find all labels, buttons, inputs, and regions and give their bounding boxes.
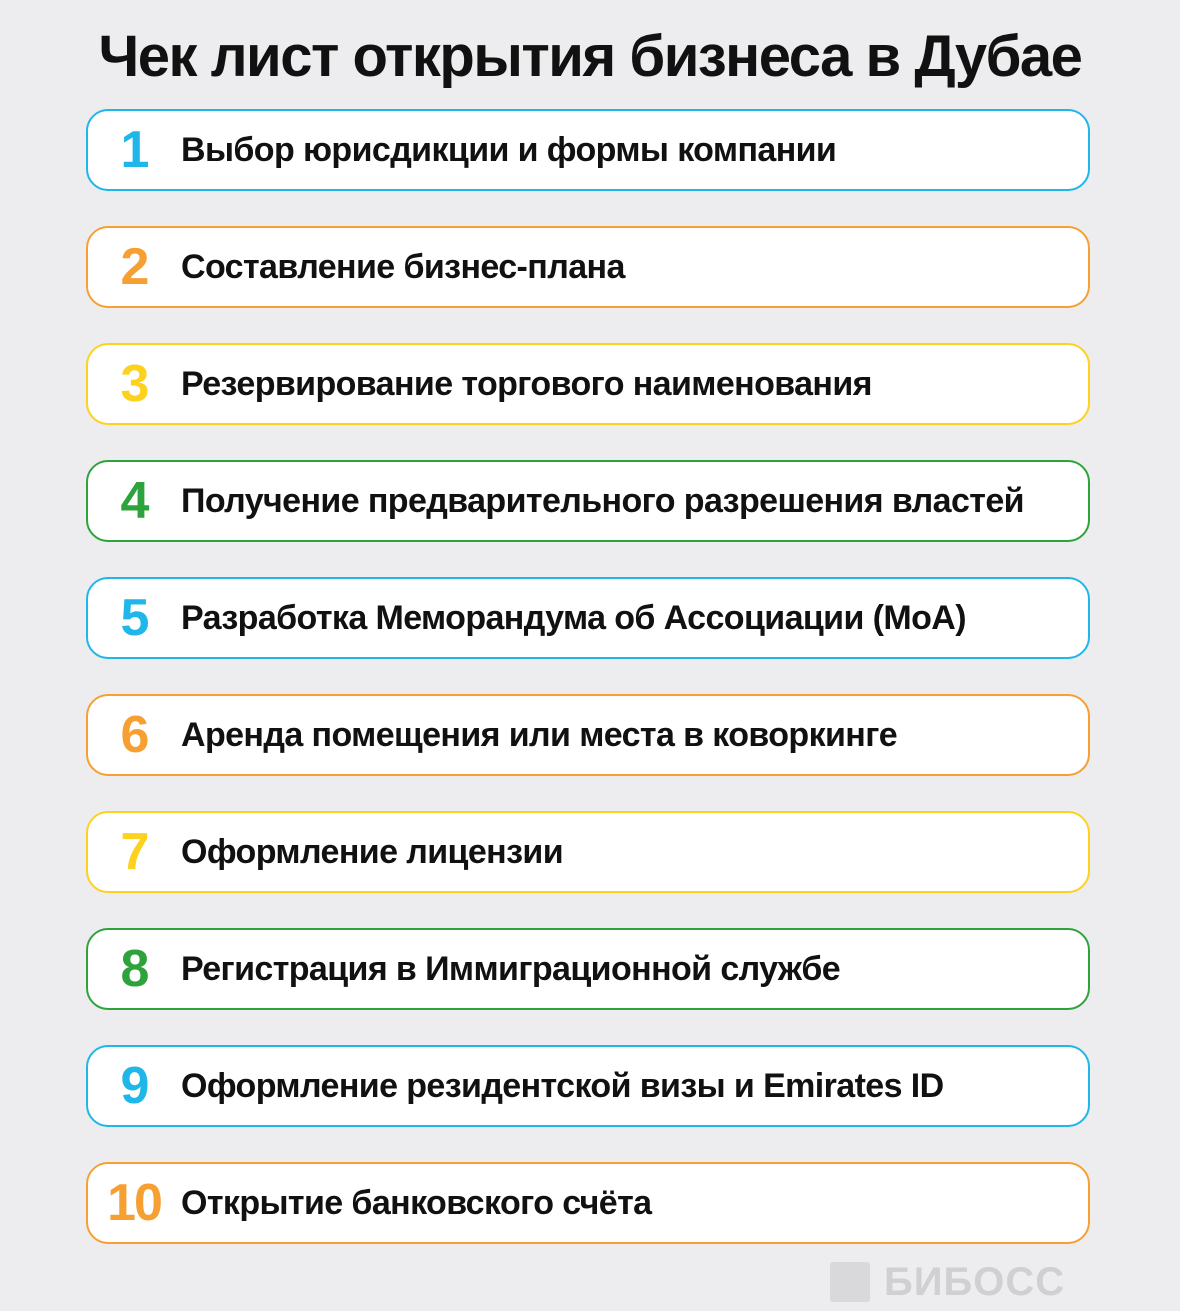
step-label: Получение предварительного разрешения властей [181, 481, 1024, 520]
watermark-text: БИБОСС [884, 1259, 1066, 1304]
step-number: 9 [120, 1057, 148, 1115]
step-label: Регистрация в Иммиграционной службе [181, 949, 841, 988]
step-number: 5 [120, 589, 148, 647]
checklist-item-5 [86, 577, 1090, 659]
step-label: Выбор юрисдикции и формы компании [181, 130, 837, 169]
checklist-item-1 [86, 109, 1090, 191]
step-number: 2 [120, 238, 148, 296]
checklist-item-9 [86, 1045, 1090, 1127]
step-label: Резервирование торгового наименования [181, 364, 872, 403]
step-label: Составление бизнес-плана [181, 247, 625, 286]
step-label: Аренда помещения или места в коворкинге [181, 715, 898, 754]
step-number: 6 [120, 706, 148, 764]
checklist-item-3 [86, 343, 1090, 425]
checklist-item-2 [86, 226, 1090, 308]
step-number: 10 [107, 1174, 161, 1232]
watermark-logo [830, 1259, 1065, 1305]
checklist-item-4 [86, 460, 1090, 542]
step-number: 3 [120, 355, 148, 413]
step-label: Оформление лицензии [181, 832, 563, 871]
page-title: Чек лист открытия бизнеса в Дубае [98, 24, 1082, 89]
step-label: Разработка Меморандума об Ассоциации (MoA) [181, 598, 966, 637]
logo-square-icon [830, 1262, 870, 1302]
step-number: 8 [120, 940, 148, 998]
step-number: 7 [120, 823, 148, 881]
step-label: Открытие банковского счёта [181, 1183, 652, 1222]
step-number: 1 [120, 121, 148, 179]
checklist-item-8 [86, 928, 1090, 1010]
checklist-item-7 [86, 811, 1090, 893]
checklist-item-6 [86, 694, 1090, 776]
checklist-item-10 [86, 1162, 1090, 1244]
step-label: Оформление резидентской визы и Emirates ID [181, 1066, 944, 1105]
step-number: 4 [120, 472, 148, 530]
checklist [86, 109, 1090, 1279]
